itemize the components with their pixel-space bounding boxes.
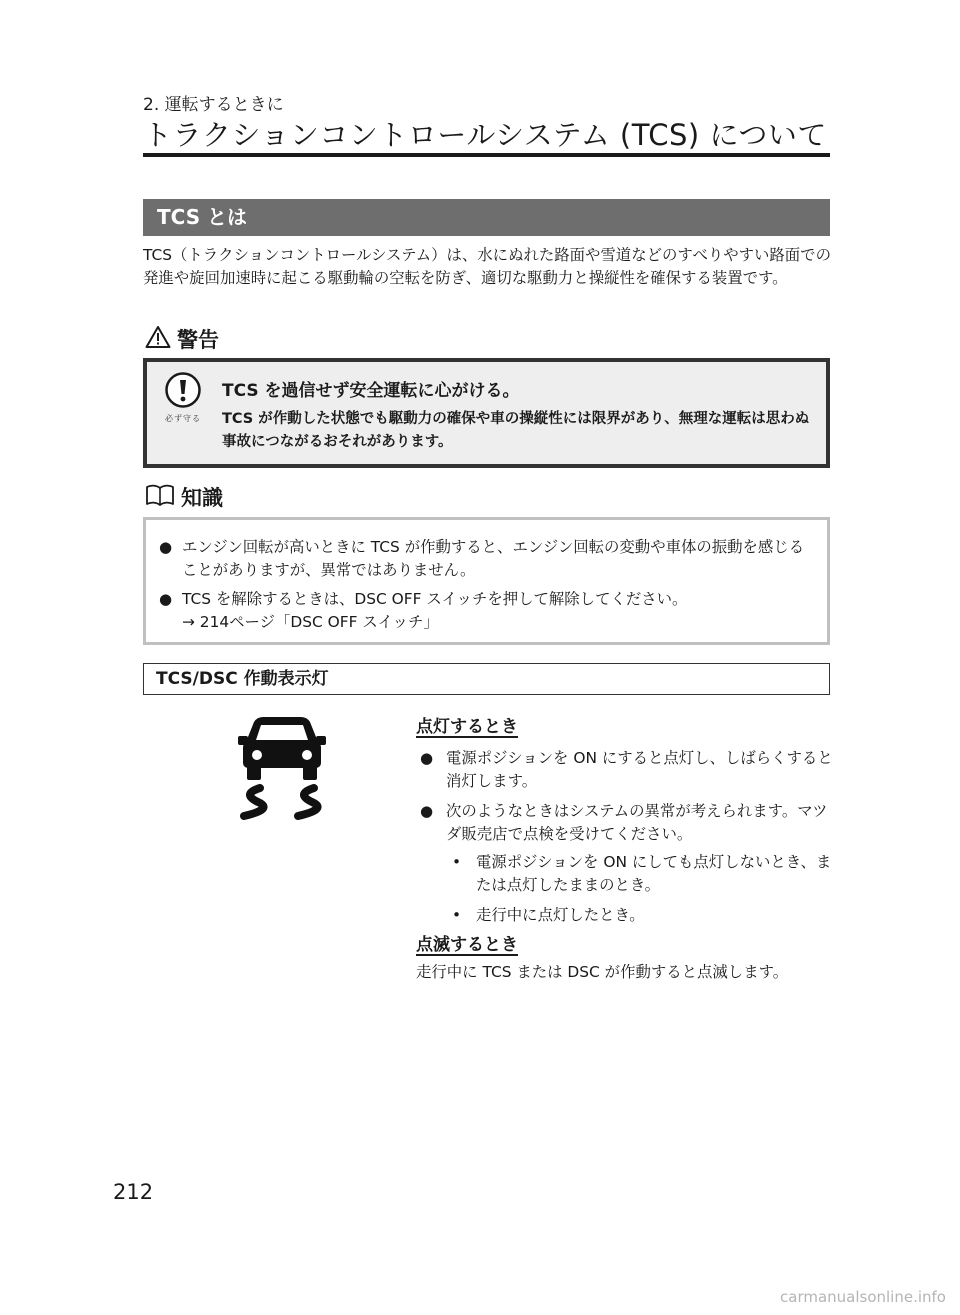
knowledge-list — [146, 536, 806, 640]
list-item — [146, 536, 806, 582]
page-title: トラクションコントロールシステム (TCS) について — [143, 118, 827, 152]
intro-paragraph: TCS（トラクションコントロールシステム）は、水にぬれた路面や雪道などのすべりやすい路面での発進や旋回加速時に起こる駆動輪の空転を防ぎ、適切な駆動力と操縦性を確保する装置です。 — [143, 246, 831, 287]
blink-text: 走行中に TCS または DSC が作動すると点滅します。 — [416, 963, 789, 981]
must-follow-badge — [161, 372, 205, 424]
lit-text: 電源ポジションを ON にすると点灯し、しばらくすると消灯します。 — [446, 749, 833, 790]
knowledge-text: エンジン回転が高いときに TCS が作動すると、エンジン回転の変動や車体の振動を感じることがありますが、異常ではありません。 — [182, 538, 805, 579]
blink-heading: 点滅するとき — [416, 935, 518, 955]
list-item — [416, 747, 836, 792]
bullet-dot: ● — [159, 590, 173, 608]
list-item — [446, 904, 836, 927]
indicator-heading: TCS/DSC 作動表示灯 — [143, 663, 830, 695]
chapter-label: 2. 運転するときに — [143, 95, 284, 115]
list-item — [146, 588, 806, 634]
warning-box — [143, 358, 830, 468]
sub-bullet: • — [452, 853, 462, 871]
page-reference: → 214ページ「DSC OFF スイッチ」 — [182, 613, 439, 631]
bullet-dot: ● — [420, 802, 434, 820]
bullet-dot: ● — [420, 749, 434, 767]
list-item — [446, 851, 836, 896]
sub-bullet: • — [452, 906, 462, 924]
warning-body: TCS が作動した状態でも駆動力の確保や車の操縦性には限界があり、無理な運転は思わぬ事故につながるおそれがあります。 — [222, 411, 810, 450]
title-divider — [143, 153, 830, 157]
lit-text: 次のようなときはシステムの異常が考えられます。マツダ販売店で点検を受けてください。 — [446, 802, 828, 843]
lit-list — [416, 747, 836, 935]
warning-heading — [145, 324, 219, 354]
warning-heading-label: 警告 — [177, 328, 219, 352]
lit-heading: 点灯するとき — [416, 717, 518, 737]
lit-sub-text: 電源ポジションを ON にしても点灯しないとき、または点灯したままのとき。 — [476, 853, 832, 894]
open-book-icon — [145, 483, 175, 512]
knowledge-text: TCS を解除するときは、DSC OFF スイッチを押して解除してください。 — [182, 590, 688, 608]
must-follow-caption: 必ず守る — [165, 414, 201, 423]
lit-sub-list — [446, 851, 836, 927]
page-number: 212 — [113, 1180, 154, 1204]
knowledge-heading — [145, 482, 223, 512]
warning-triangle-icon — [145, 325, 171, 354]
section-heading-tcs: TCS とは — [143, 199, 830, 236]
warning-title: TCS を過信せず安全運転に心がける。 — [222, 381, 520, 401]
bullet-dot: ● — [159, 538, 173, 556]
lit-sub-text: 走行中に点灯したとき。 — [476, 906, 645, 924]
exclamation-circle-icon — [165, 393, 201, 412]
knowledge-box — [143, 517, 830, 645]
tcs-car-slip-icon — [234, 714, 330, 828]
knowledge-heading-label: 知識 — [181, 486, 223, 510]
list-item — [416, 800, 836, 927]
watermark-text: carmanualsonline.info — [780, 1288, 946, 1306]
